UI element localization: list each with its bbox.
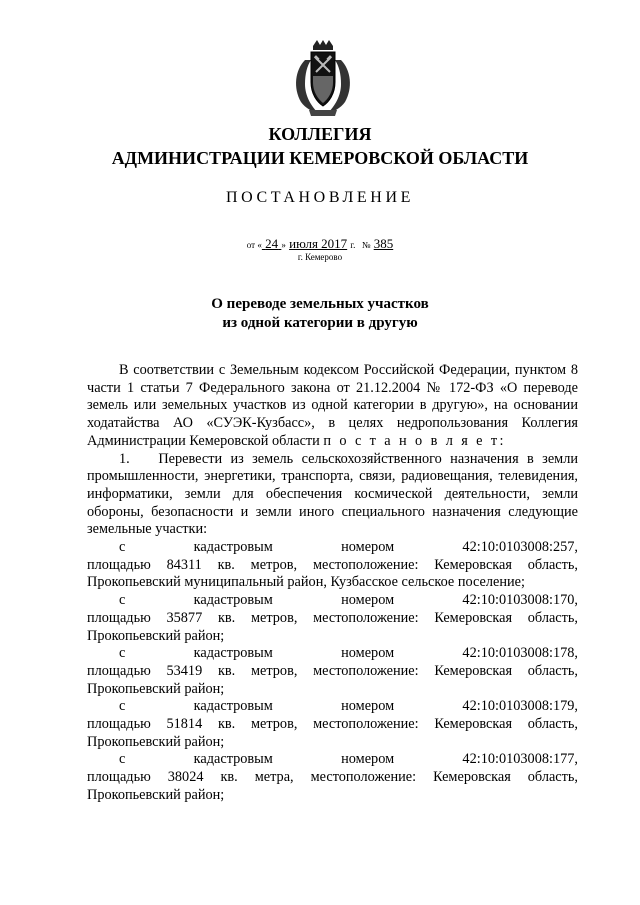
parcel-details: площадью 35877 кв. метров, местоположение: Кемеровская область, Прокопьевский район;	[87, 609, 578, 644]
city-label: г. Кемерово	[297, 252, 343, 262]
parcel-entry	[87, 751, 578, 804]
parcel-entry	[87, 592, 578, 645]
date-day: 24	[265, 236, 279, 251]
parcel-header-row: с кадастровым номером 42:10:0103008:179,	[119, 698, 578, 715]
parcel-header-row: с кадастровым номером 42:10:0103008:177,	[119, 751, 578, 768]
parcel-header-row: с кадастровым номером 42:10:0103008:178,	[119, 645, 578, 662]
document-number: 385	[373, 236, 394, 251]
date-line	[0, 236, 640, 252]
parcel-details: площадью 53419 кв. метров, местоположение: Кемеровская область, Прокопьевский район;	[87, 662, 578, 697]
document-type: ПОСТАНОВЛЕНИЕ	[226, 189, 414, 206]
intro-paragraph: В соответствии с Земельным кодексом Российской Федерации, пунктом 8 части 1 статьи 7 Федерального закона от 21.12.2004 № 172-ФЗ «О переводе земель или земельных участков из одной категории в другую», на основании ходатайства АО «СУЭК-Кузбасс», в целях недропользования Коллегия Администрации Кемеровской области п о с т а н о в л я е т:	[87, 362, 578, 449]
coat-of-arms-icon	[291, 40, 355, 118]
org-name-line2: АДМИНИСТРАЦИИ КЕМЕРОВСКОЙ ОБЛАСТИ	[111, 148, 529, 168]
title-line1: О переводе земельных участков	[211, 296, 429, 312]
date-year-suffix: г.	[350, 240, 356, 250]
resolves-word: п о с т а н о в л я е т:	[323, 432, 506, 449]
document-body	[87, 362, 578, 805]
item-1-paragraph: 1. Перевести из земель сельскохозяйственного назначения в земли промышленности, энергетики, транспорта, связи, радиовещания, телевидения, информатики, земли для обеспечения космической деятельности, земли обороны, безопасности и земли иного специального назначения следующие земельные участки:	[87, 450, 578, 538]
date-quote-close: »	[281, 240, 286, 250]
org-name-line1: КОЛЛЕГИЯ	[268, 124, 372, 144]
parcel-details: площадью 38024 кв. метра, местоположение: Кемеровская область, Прокопьевский район;	[87, 769, 578, 803]
parcel-details: площадью 84311 кв. метров, местоположение: Кемеровская область, Прокопьевский муниципальный район, Кузбасское сельское поселение;	[87, 556, 578, 591]
parcel-header-row: с кадастровым номером 42:10:0103008:170,	[119, 592, 578, 609]
date-month-year: июля 2017	[289, 236, 348, 251]
date-from-label: от «	[246, 240, 262, 250]
cadastral-number: 42:10:0103008:257,	[462, 539, 578, 556]
number-label: №	[361, 240, 371, 250]
cadastral-number: 42:10:0103008:177,	[462, 751, 578, 768]
parcel-header-row: с кадастровым номером 42:10:0103008:257,	[119, 539, 578, 556]
parcel-entry	[87, 698, 578, 751]
cadastral-number: 42:10:0103008:179,	[462, 698, 578, 715]
cadastral-number: 42:10:0103008:170,	[462, 592, 578, 609]
cadastral-number: 42:10:0103008:178,	[462, 645, 578, 662]
title-line2: из одной категории в другую	[222, 315, 418, 331]
parcel-entry	[87, 645, 578, 698]
parcel-details: площадью 51814 кв. метров, местоположение: Кемеровская область, Прокопьевский район;	[87, 716, 578, 750]
parcel-entry	[87, 539, 578, 592]
